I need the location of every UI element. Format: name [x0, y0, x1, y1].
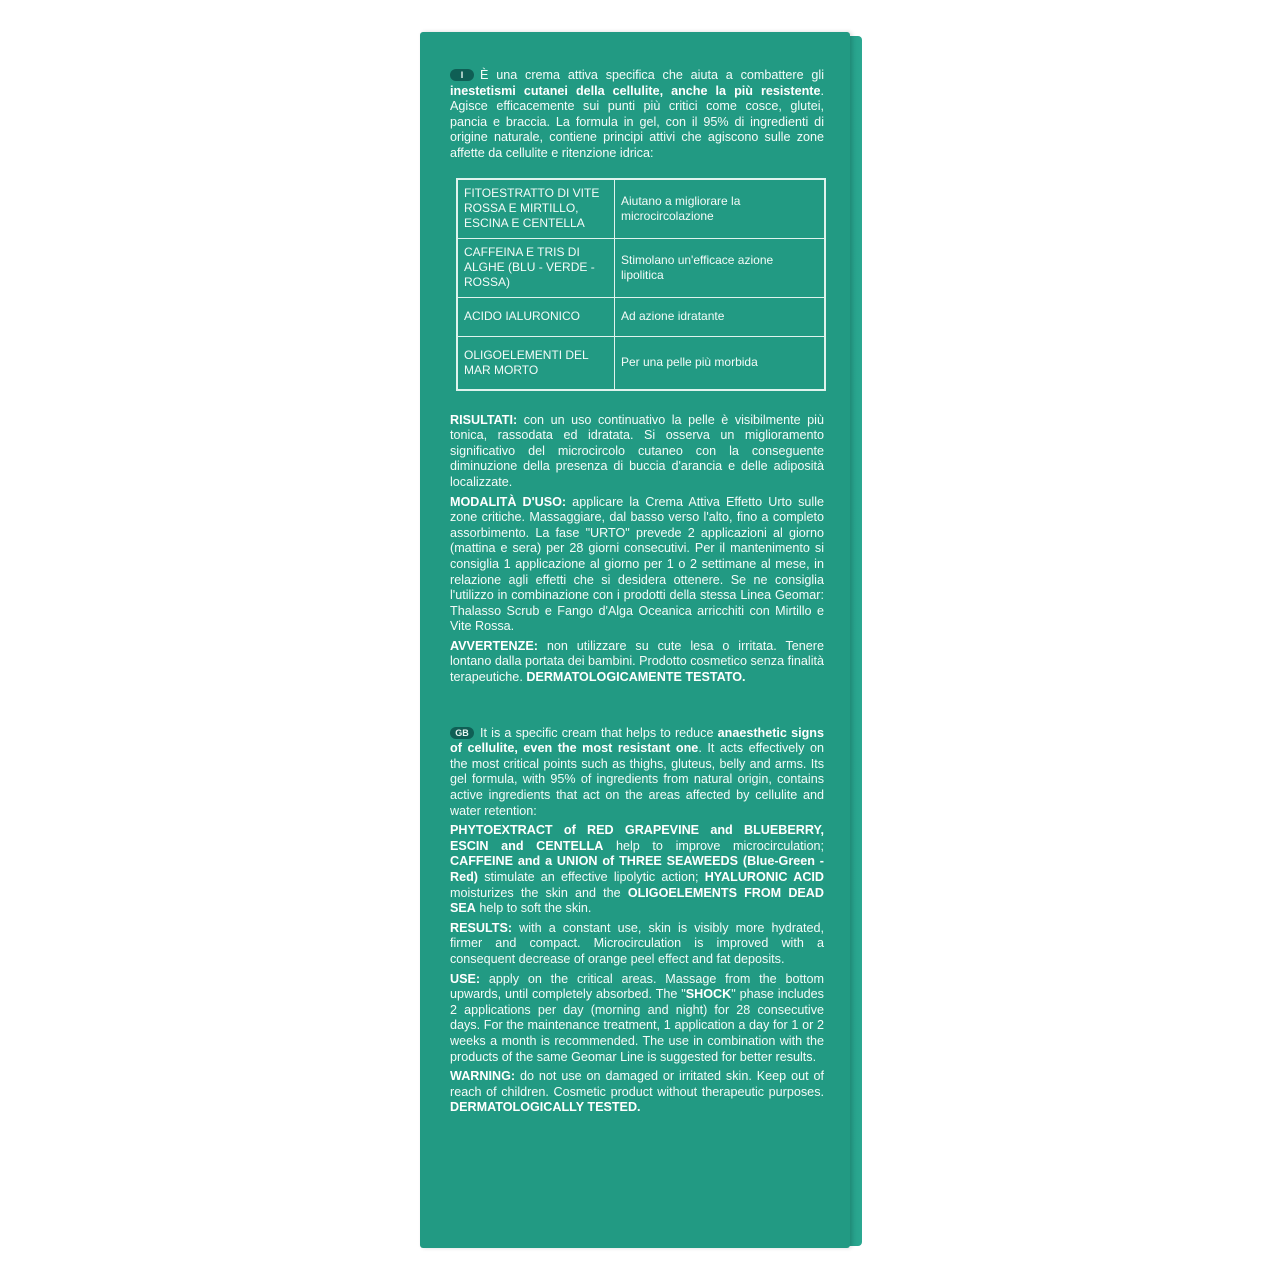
warning-label: AVVERTENZE:: [450, 638, 538, 653]
effect-cell: Ad azione idratante: [615, 297, 826, 336]
ingredient-bold: HYALURONIC ACID: [704, 870, 825, 884]
ingredient-text: help to improve microcirculation;: [603, 838, 824, 853]
ingredient-cell: OLIGOELEMENTI DEL MAR MORTO: [457, 336, 615, 390]
italian-warning: [450, 639, 824, 686]
italian-intro-bold: inestetismi cutanei della cellulite, anche la più resistente: [450, 83, 821, 98]
italian-results: [450, 413, 824, 491]
ingredient-cell: FITOESTRATTO DI VITE ROSSA E MIRTILLO, ESCINA E CENTELLA: [457, 179, 615, 239]
table-row: [457, 238, 825, 297]
shock-phase-label: SHOCK: [685, 987, 732, 1002]
english-language-badge: GB: [450, 727, 474, 739]
label-text: [450, 68, 824, 1120]
italian-usage: [450, 495, 824, 635]
dermatological-claim: DERMATOLOGICALLY TESTED.: [450, 1100, 641, 1115]
ingredient-bold: OLIGOELEMENTS FROM DEAD SEA: [450, 885, 824, 916]
english-warning: [450, 1069, 824, 1116]
ingredient-text: moisturizes the skin and the: [450, 885, 628, 900]
italian-intro-text-2: . Agisce efficacemente sui punti più critici come cosce, glutei, pancia e braccia. La formula in gel, con il 95% di ingredienti di origine naturale, contiene principi attivi che agiscono sulle zone affette da cellulite e ritenzione idrica:: [450, 83, 824, 160]
ingredients-table: [456, 178, 826, 391]
table-row: [457, 336, 825, 390]
effect-cell: Per una pelle più morbida: [615, 336, 826, 390]
english-intro: [450, 726, 824, 820]
ingredient-bold: CAFFEINE and a UNION of THREE SEAWEEDS (Blue-Green - Red): [450, 854, 824, 884]
table-row: [457, 297, 825, 336]
use-text-2: " phase includes 2 applications per day (morning and night) for 28 consecutive days. For the maintenance treatment, 1 application a day for 1 or 2 weeks a month is recommended. The use in combination with the products of the same Geomar Line is suggested for better results.: [450, 987, 824, 1064]
ingredient-text: stimulate an effective lipolytic action;: [478, 870, 699, 884]
english-intro-bold: anaesthetic signs of cellulite, even the most resistant one: [450, 725, 824, 756]
english-intro-text: It is a specific cream that helps to reduce: [480, 725, 718, 740]
italian-language-badge: I: [450, 69, 474, 81]
usage-label: MODALITÀ D'USO:: [450, 494, 567, 509]
results-label: RESULTS:: [450, 920, 513, 935]
ingredient-cell: CAFFEINA E TRIS DI ALGHE (BLU - VERDE - ROSSA): [457, 238, 615, 297]
results-text: with a constant use, skin is visibly more hydrated, firmer and compact. Microcirculation is improved with a consequent decrease of orange peel effect and fat deposits.: [450, 920, 824, 966]
english-results: [450, 921, 824, 968]
results-label: RISULTATI:: [450, 412, 518, 427]
ingredient-bold: PHYTOEXTRACT of RED GRAPEVINE and BLUEBERRY, ESCIN and CENTELLA: [450, 823, 824, 853]
italian-intro-text: È una crema attiva specifica che aiuta a combattere gli: [480, 68, 824, 82]
section-spacer: [450, 690, 824, 726]
warning-text: do not use on damaged or irritated skin. Keep out of reach of children. Cosmetic product without therapeutic purposes.: [450, 1069, 824, 1099]
english-ingredients: [450, 823, 824, 917]
use-label: USE:: [450, 971, 481, 986]
ingredient-text: help to soft the skin.: [475, 901, 592, 916]
italian-intro: [450, 68, 824, 162]
dermatological-claim: DERMATOLOGICAMENTE TESTATO.: [526, 670, 746, 685]
use-text: apply on the critical areas. Massage from the bottom upwards, until completely absorbed. The ": [450, 971, 824, 1002]
usage-text: applicare la Crema Attiva Effetto Urto sulle zone critiche. Massaggiare, dal basso verso l'alto, fino a completo assorbimento. La fase "URTO" prevede 2 applicazioni al giorno (mattina e sera) per 28 giorni consecutivi. Per il mantenimento si consiglia 1 applicazione al giorno per 1 o 2 settimane al mese, in relazione agli effetti che si desidera ottenere. Se ne consiglia l'utilizzo in combinazione con i prodotti della stessa Linea Geomar: Thalasso Scrub e Fango d'Alga Oceanica arricchiti con Mirtillo e Vite Rossa.: [450, 494, 825, 634]
effect-cell: Aiutano a migliorare la microcircolazione: [615, 179, 826, 239]
ingredient-cell: ACIDO IALURONICO: [457, 297, 615, 336]
table-row: [457, 179, 825, 239]
effect-cell: Stimolano un'efficace azione lipolitica: [615, 238, 826, 297]
product-box-back: [420, 32, 850, 1248]
warning-text: non utilizzare su cute lesa o irritata. Tenere lontano dalla portata dei bambini. Prodotto cosmetico senza finalità terapeutiche.: [450, 638, 824, 685]
results-text: con un uso continuativo la pelle è visibilmente più tonica, rassodata ed idratata. Si osserva un miglioramento significativo del microcircolo cutaneo con la conseguente diminuzione della presenza di buccia d'arancia e delle adiposità localizzate.: [450, 412, 824, 489]
english-use: [450, 972, 824, 1066]
warning-label: WARNING:: [450, 1069, 516, 1084]
english-intro-text-2: . It acts effectively on the most critical points such as thighs, gluteus, belly and arms. Its gel formula, with 95% of ingredients from natural origin, contains active ingredients that act on the areas affected by cellulite and water retention:: [450, 741, 824, 818]
